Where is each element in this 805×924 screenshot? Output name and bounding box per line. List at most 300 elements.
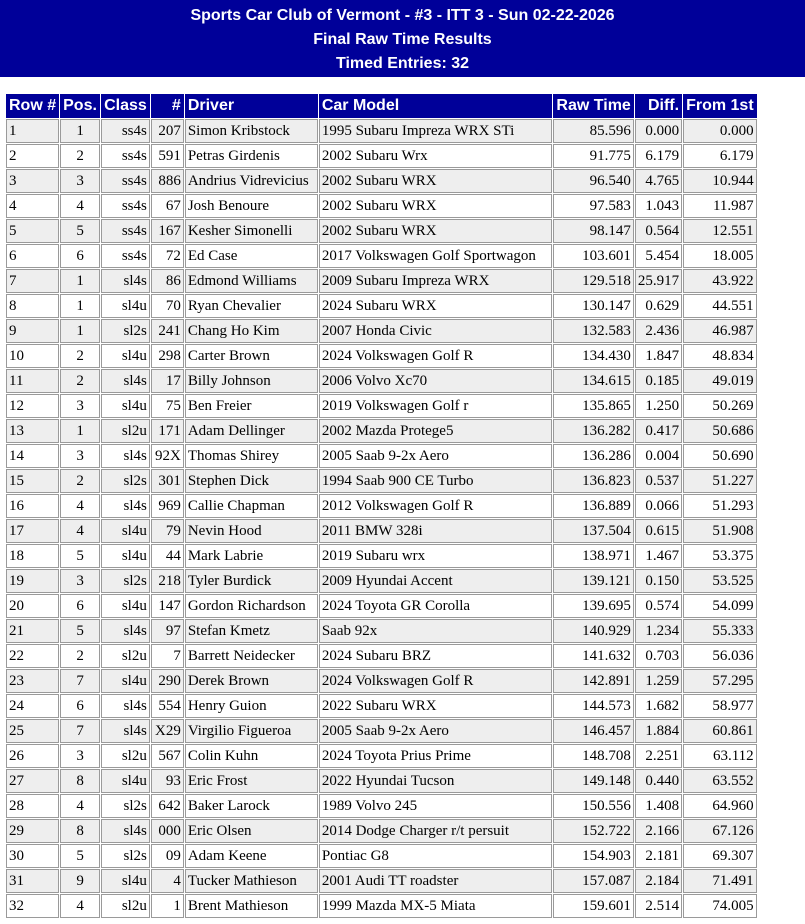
diff-cell: 2.514: [635, 894, 682, 918]
raw-time-cell: 132.583: [553, 319, 634, 343]
driver-cell: Eric Frost: [185, 769, 318, 793]
driver-cell: Petras Girdenis: [185, 144, 318, 168]
car-model-cell: 2024 Toyota GR Corolla: [319, 594, 552, 618]
class-cell: ss4s: [101, 144, 150, 168]
diff-cell: 0.537: [635, 469, 682, 493]
table-row: [6, 494, 757, 518]
raw-time-cell: 141.632: [553, 644, 634, 668]
row-number-cell: 27: [6, 769, 59, 793]
class-cell: sl4s: [101, 694, 150, 718]
car-number-cell: 44: [151, 544, 184, 568]
class-cell: sl2s: [101, 844, 150, 868]
raw-time-cell: 148.708: [553, 744, 634, 768]
car-model-cell: 1995 Subaru Impreza WRX STi: [319, 119, 552, 143]
diff-cell: 1.234: [635, 619, 682, 643]
table-row: [6, 119, 757, 143]
table-row: [6, 269, 757, 293]
raw-time-cell: 139.121: [553, 569, 634, 593]
car-model-cell: 2002 Mazda Protege5: [319, 419, 552, 443]
class-cell: ss4s: [101, 244, 150, 268]
from-first-cell: 69.307: [683, 844, 757, 868]
raw-time-cell: 137.504: [553, 519, 634, 543]
diff-cell: 0.440: [635, 769, 682, 793]
diff-cell: 1.847: [635, 344, 682, 368]
class-cell: sl4s: [101, 369, 150, 393]
from-first-cell: 51.227: [683, 469, 757, 493]
diff-cell: 0.574: [635, 594, 682, 618]
timed-entries-count: Timed Entries: 32: [335, 55, 470, 72]
from-first-cell: 67.126: [683, 819, 757, 843]
from-first-cell: 50.686: [683, 419, 757, 443]
from-first-cell: 43.922: [683, 269, 757, 293]
table-row: [6, 569, 757, 593]
raw-time-cell: 136.282: [553, 419, 634, 443]
car-number-cell: 70: [151, 294, 184, 318]
raw-time-cell: 149.148: [553, 769, 634, 793]
position-cell: 2: [60, 644, 100, 668]
position-cell: 5: [60, 619, 100, 643]
position-cell: 1: [60, 419, 100, 443]
from-first-cell: 55.333: [683, 619, 757, 643]
position-cell: 3: [60, 394, 100, 418]
position-cell: 8: [60, 819, 100, 843]
raw-time-cell: 129.518: [553, 269, 634, 293]
results-table: [5, 93, 758, 919]
class-cell: sl2u: [101, 744, 150, 768]
car-number-cell: 969: [151, 494, 184, 518]
results-body: [6, 119, 757, 918]
position-cell: 7: [60, 719, 100, 743]
row-number-cell: 28: [6, 794, 59, 818]
driver-cell: Kesher Simonelli: [185, 219, 318, 243]
car-model-cell: 2019 Volkswagen Golf r: [319, 394, 552, 418]
car-model-cell: 2024 Subaru WRX: [319, 294, 552, 318]
position-cell: 5: [60, 544, 100, 568]
raw-time-cell: 134.430: [553, 344, 634, 368]
car-number-cell: 75: [151, 394, 184, 418]
raw-time-cell: 103.601: [553, 244, 634, 268]
class-cell: ss4s: [101, 194, 150, 218]
class-cell: sl2s: [101, 794, 150, 818]
from-first-cell: 6.179: [683, 144, 757, 168]
car-number-cell: 642: [151, 794, 184, 818]
raw-time-cell: 91.775: [553, 144, 634, 168]
position-cell: 4: [60, 194, 100, 218]
diff-cell: 0.000: [635, 119, 682, 143]
position-cell: 4: [60, 794, 100, 818]
driver-cell: Derek Brown: [185, 669, 318, 693]
from-first-cell: 60.861: [683, 719, 757, 743]
raw-time-cell: 135.865: [553, 394, 634, 418]
position-cell: 6: [60, 244, 100, 268]
from-first-cell: 58.977: [683, 694, 757, 718]
raw-time-cell: 134.615: [553, 369, 634, 393]
from-first-cell: 46.987: [683, 319, 757, 343]
raw-time-cell: 150.556: [553, 794, 634, 818]
row-number-cell: 30: [6, 844, 59, 868]
car-model-cell: 2002 Subaru WRX: [319, 194, 552, 218]
row-number-cell: 17: [6, 519, 59, 543]
diff-cell: 6.179: [635, 144, 682, 168]
car-number-cell: 86: [151, 269, 184, 293]
car-number-cell: 4: [151, 869, 184, 893]
class-cell: sl4u: [101, 544, 150, 568]
table-row: [6, 469, 757, 493]
position-cell: 2: [60, 144, 100, 168]
position-cell: 1: [60, 269, 100, 293]
car-number-cell: 17: [151, 369, 184, 393]
raw-time-cell: 136.889: [553, 494, 634, 518]
car-number-cell: 591: [151, 144, 184, 168]
row-number-cell: 16: [6, 494, 59, 518]
from-first-cell: 0.000: [683, 119, 757, 143]
position-cell: 3: [60, 444, 100, 468]
table-row: [6, 669, 757, 693]
from-first-cell: 64.960: [683, 794, 757, 818]
raw-time-cell: 154.903: [553, 844, 634, 868]
car-model-cell: 2002 Subaru WRX: [319, 169, 552, 193]
from-first-cell: 51.908: [683, 519, 757, 543]
driver-cell: Virgilio Figueroa: [185, 719, 318, 743]
driver-cell: Ben Freier: [185, 394, 318, 418]
driver-cell: Simon Kribstock: [185, 119, 318, 143]
class-cell: sl2s: [101, 569, 150, 593]
raw-time-cell: 136.823: [553, 469, 634, 493]
from-first-cell: 54.099: [683, 594, 757, 618]
diff-cell: 0.615: [635, 519, 682, 543]
driver-cell: Edmond Williams: [185, 269, 318, 293]
driver-cell: Tyler Burdick: [185, 569, 318, 593]
diff-cell: 5.454: [635, 244, 682, 268]
driver-cell: Nevin Hood: [185, 519, 318, 543]
diff-cell: 0.703: [635, 644, 682, 668]
diff-cell: 1.467: [635, 544, 682, 568]
table-row: [6, 419, 757, 443]
table-row: [6, 619, 757, 643]
diff-cell: 1.408: [635, 794, 682, 818]
row-number-cell: 11: [6, 369, 59, 393]
table-row: [6, 169, 757, 193]
table-row: [6, 544, 757, 568]
class-cell: sl2u: [101, 644, 150, 668]
table-row: [6, 869, 757, 893]
car-number-cell: X29: [151, 719, 184, 743]
table-row: [6, 719, 757, 743]
diff-cell: 1.682: [635, 694, 682, 718]
col-header-row-number: Row #: [6, 94, 59, 118]
class-cell: sl4s: [101, 494, 150, 518]
col-header-from-first: From 1st: [683, 94, 757, 118]
class-cell: ss4s: [101, 119, 150, 143]
diff-cell: 1.259: [635, 669, 682, 693]
from-first-cell: 63.112: [683, 744, 757, 768]
diff-cell: 0.150: [635, 569, 682, 593]
row-number-cell: 20: [6, 594, 59, 618]
class-cell: sl4s: [101, 619, 150, 643]
class-cell: sl4s: [101, 269, 150, 293]
row-number-cell: 10: [6, 344, 59, 368]
car-model-cell: 2012 Volkswagen Golf R: [319, 494, 552, 518]
car-number-cell: 290: [151, 669, 184, 693]
driver-cell: Josh Benoure: [185, 194, 318, 218]
row-number-cell: 12: [6, 394, 59, 418]
driver-cell: Henry Guion: [185, 694, 318, 718]
position-cell: 1: [60, 119, 100, 143]
col-header-car-model: Car Model: [319, 94, 552, 118]
car-model-cell: 1999 Mazda MX-5 Miata: [319, 894, 552, 918]
car-model-cell: 1989 Volvo 245: [319, 794, 552, 818]
row-number-cell: 1: [6, 119, 59, 143]
table-row: [6, 369, 757, 393]
from-first-cell: 48.834: [683, 344, 757, 368]
class-cell: sl4s: [101, 719, 150, 743]
car-number-cell: 207: [151, 119, 184, 143]
driver-cell: Carter Brown: [185, 344, 318, 368]
from-first-cell: 50.690: [683, 444, 757, 468]
car-model-cell: 2011 BMW 328i: [319, 519, 552, 543]
table-row: [6, 819, 757, 843]
position-cell: 4: [60, 894, 100, 918]
from-first-cell: 50.269: [683, 394, 757, 418]
row-number-cell: 4: [6, 194, 59, 218]
car-model-cell: 2014 Dodge Charger r/t persuit: [319, 819, 552, 843]
raw-time-cell: 157.087: [553, 869, 634, 893]
from-first-cell: 10.944: [683, 169, 757, 193]
driver-cell: Andrius Vidrevicius: [185, 169, 318, 193]
from-first-cell: 51.293: [683, 494, 757, 518]
diff-cell: 2.166: [635, 819, 682, 843]
class-cell: ss4s: [101, 219, 150, 243]
table-row: [6, 644, 757, 668]
table-row: [6, 744, 757, 768]
table-row: [6, 519, 757, 543]
car-number-cell: 171: [151, 419, 184, 443]
row-number-cell: 8: [6, 294, 59, 318]
car-model-cell: 2009 Subaru Impreza WRX: [319, 269, 552, 293]
diff-cell: 0.417: [635, 419, 682, 443]
car-model-cell: 2006 Volvo Xc70: [319, 369, 552, 393]
class-cell: sl4s: [101, 819, 150, 843]
table-row: [6, 794, 757, 818]
col-header-car-number: #: [151, 94, 184, 118]
position-cell: 9: [60, 869, 100, 893]
col-header-class: Class: [101, 94, 150, 118]
raw-time-cell: 144.573: [553, 694, 634, 718]
from-first-cell: 11.987: [683, 194, 757, 218]
car-number-cell: 92X: [151, 444, 184, 468]
car-model-cell: 2024 Toyota Prius Prime: [319, 744, 552, 768]
driver-cell: Stephen Dick: [185, 469, 318, 493]
driver-cell: Callie Chapman: [185, 494, 318, 518]
class-cell: ss4s: [101, 169, 150, 193]
row-number-cell: 5: [6, 219, 59, 243]
results-subtitle: Final Raw Time Results: [313, 31, 492, 48]
row-number-cell: 24: [6, 694, 59, 718]
class-cell: sl4u: [101, 294, 150, 318]
driver-cell: Ed Case: [185, 244, 318, 268]
car-number-cell: 301: [151, 469, 184, 493]
table-row: [6, 394, 757, 418]
table-row: [6, 219, 757, 243]
raw-time-cell: 146.457: [553, 719, 634, 743]
diff-cell: 2.181: [635, 844, 682, 868]
results-banner: [0, 0, 805, 77]
position-cell: 3: [60, 169, 100, 193]
class-cell: sl2u: [101, 419, 150, 443]
raw-time-cell: 130.147: [553, 294, 634, 318]
row-number-cell: 9: [6, 319, 59, 343]
driver-cell: Mark Labrie: [185, 544, 318, 568]
car-model-cell: 1994 Saab 900 CE Turbo: [319, 469, 552, 493]
car-number-cell: 79: [151, 519, 184, 543]
from-first-cell: 71.491: [683, 869, 757, 893]
car-model-cell: 2022 Subaru WRX: [319, 694, 552, 718]
driver-cell: Tucker Mathieson: [185, 869, 318, 893]
car-number-cell: 67: [151, 194, 184, 218]
car-number-cell: 554: [151, 694, 184, 718]
table-row: [6, 294, 757, 318]
position-cell: 2: [60, 469, 100, 493]
from-first-cell: 56.036: [683, 644, 757, 668]
car-number-cell: 567: [151, 744, 184, 768]
raw-time-cell: 159.601: [553, 894, 634, 918]
row-number-cell: 21: [6, 619, 59, 643]
car-model-cell: 2019 Subaru wrx: [319, 544, 552, 568]
diff-cell: 2.436: [635, 319, 682, 343]
raw-time-cell: 142.891: [553, 669, 634, 693]
raw-time-cell: 97.583: [553, 194, 634, 218]
position-cell: 5: [60, 219, 100, 243]
driver-cell: Colin Kuhn: [185, 744, 318, 768]
row-number-cell: 19: [6, 569, 59, 593]
position-cell: 4: [60, 494, 100, 518]
col-header-driver: Driver: [185, 94, 318, 118]
raw-time-cell: 96.540: [553, 169, 634, 193]
car-model-cell: 2007 Honda Civic: [319, 319, 552, 343]
row-number-cell: 22: [6, 644, 59, 668]
driver-cell: Chang Ho Kim: [185, 319, 318, 343]
raw-time-cell: 98.147: [553, 219, 634, 243]
header-row: [6, 94, 757, 118]
diff-cell: 0.004: [635, 444, 682, 468]
diff-cell: 0.066: [635, 494, 682, 518]
position-cell: 2: [60, 344, 100, 368]
from-first-cell: 53.375: [683, 544, 757, 568]
car-model-cell: 2001 Audi TT roadster: [319, 869, 552, 893]
car-number-cell: 97: [151, 619, 184, 643]
driver-cell: Gordon Richardson: [185, 594, 318, 618]
table-row: [6, 444, 757, 468]
row-number-cell: 2: [6, 144, 59, 168]
from-first-cell: 12.551: [683, 219, 757, 243]
car-number-cell: 218: [151, 569, 184, 593]
table-row: [6, 344, 757, 368]
table-row: [6, 594, 757, 618]
position-cell: 3: [60, 744, 100, 768]
driver-cell: Ryan Chevalier: [185, 294, 318, 318]
row-number-cell: 32: [6, 894, 59, 918]
raw-time-cell: 139.695: [553, 594, 634, 618]
position-cell: 2: [60, 369, 100, 393]
table-row: [6, 694, 757, 718]
position-cell: 6: [60, 594, 100, 618]
class-cell: sl2u: [101, 894, 150, 918]
car-model-cell: Pontiac G8: [319, 844, 552, 868]
diff-cell: 0.629: [635, 294, 682, 318]
row-number-cell: 31: [6, 869, 59, 893]
car-model-cell: 2005 Saab 9-2x Aero: [319, 444, 552, 468]
position-cell: 6: [60, 694, 100, 718]
car-number-cell: 886: [151, 169, 184, 193]
diff-cell: 2.184: [635, 869, 682, 893]
row-number-cell: 14: [6, 444, 59, 468]
driver-cell: Billy Johnson: [185, 369, 318, 393]
car-number-cell: 93: [151, 769, 184, 793]
car-model-cell: Saab 92x: [319, 619, 552, 643]
class-cell: sl4u: [101, 869, 150, 893]
from-first-cell: 49.019: [683, 369, 757, 393]
row-number-cell: 18: [6, 544, 59, 568]
raw-time-cell: 85.596: [553, 119, 634, 143]
driver-cell: Eric Olsen: [185, 819, 318, 843]
diff-cell: 4.765: [635, 169, 682, 193]
car-model-cell: 2009 Hyundai Accent: [319, 569, 552, 593]
col-header-position: Pos.: [60, 94, 100, 118]
car-number-cell: 09: [151, 844, 184, 868]
car-number-cell: 72: [151, 244, 184, 268]
class-cell: sl2s: [101, 469, 150, 493]
driver-cell: Barrett Neidecker: [185, 644, 318, 668]
diff-cell: 2.251: [635, 744, 682, 768]
driver-cell: Adam Dellinger: [185, 419, 318, 443]
driver-cell: Adam Keene: [185, 844, 318, 868]
raw-time-cell: 138.971: [553, 544, 634, 568]
car-model-cell: 2022 Hyundai Tucson: [319, 769, 552, 793]
row-number-cell: 29: [6, 819, 59, 843]
from-first-cell: 53.525: [683, 569, 757, 593]
driver-cell: Thomas Shirey: [185, 444, 318, 468]
car-model-cell: 2002 Subaru Wrx: [319, 144, 552, 168]
row-number-cell: 7: [6, 269, 59, 293]
class-cell: sl4s: [101, 444, 150, 468]
row-number-cell: 15: [6, 469, 59, 493]
car-model-cell: 2017 Volkswagen Golf Sportwagon: [319, 244, 552, 268]
driver-cell: Stefan Kmetz: [185, 619, 318, 643]
row-number-cell: 3: [6, 169, 59, 193]
position-cell: 1: [60, 294, 100, 318]
class-cell: sl4u: [101, 594, 150, 618]
car-number-cell: 298: [151, 344, 184, 368]
raw-time-cell: 140.929: [553, 619, 634, 643]
col-header-raw-time: Raw Time: [553, 94, 634, 118]
table-row: [6, 769, 757, 793]
car-model-cell: 2024 Volkswagen Golf R: [319, 669, 552, 693]
diff-cell: 1.884: [635, 719, 682, 743]
position-cell: 4: [60, 519, 100, 543]
driver-cell: Brent Mathieson: [185, 894, 318, 918]
position-cell: 5: [60, 844, 100, 868]
diff-cell: 25.917: [635, 269, 682, 293]
from-first-cell: 63.552: [683, 769, 757, 793]
table-row: [6, 244, 757, 268]
row-number-cell: 25: [6, 719, 59, 743]
class-cell: sl4u: [101, 519, 150, 543]
row-number-cell: 26: [6, 744, 59, 768]
from-first-cell: 18.005: [683, 244, 757, 268]
position-cell: 3: [60, 569, 100, 593]
class-cell: sl4u: [101, 394, 150, 418]
from-first-cell: 57.295: [683, 669, 757, 693]
